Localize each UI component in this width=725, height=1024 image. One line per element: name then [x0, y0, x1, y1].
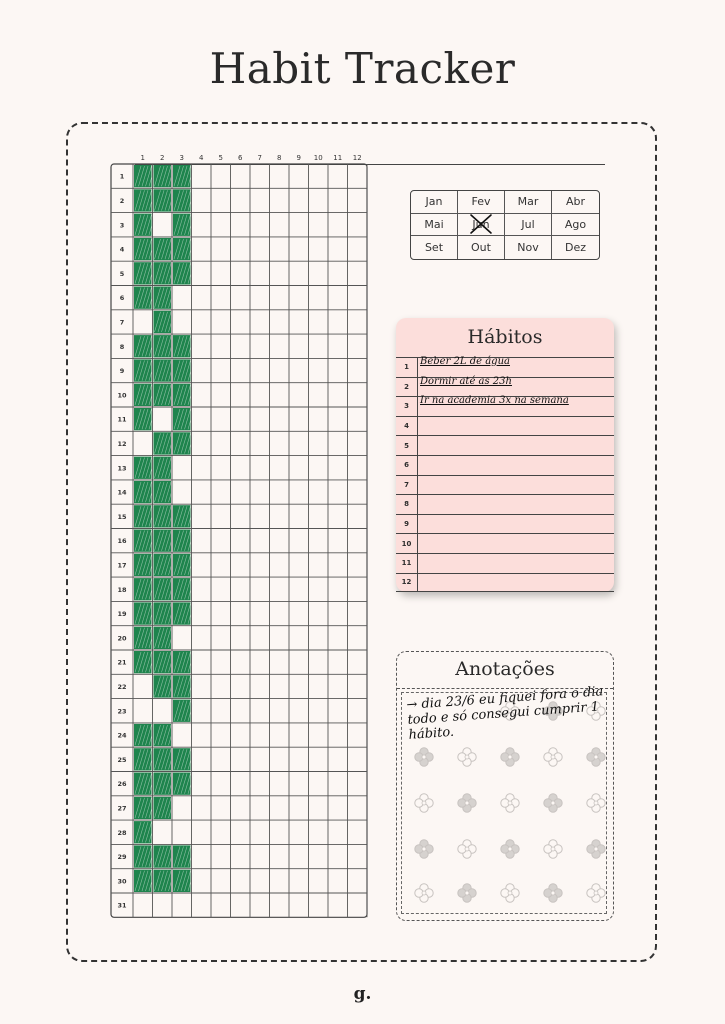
column-label: 7 — [257, 154, 262, 162]
habit-number: 7 — [396, 476, 418, 495]
habit-row[interactable] — [396, 416, 614, 436]
month-label: Mai — [424, 217, 444, 231]
notes-title: Anotações — [455, 658, 555, 680]
habit-row[interactable] — [396, 533, 614, 553]
day-label: 5 — [119, 269, 125, 278]
month-label: Ago — [564, 217, 587, 231]
check-mark[interactable] — [134, 578, 155, 600]
check-mark[interactable] — [154, 627, 175, 649]
habits-card — [396, 318, 614, 592]
brand-logo: g. — [353, 984, 372, 1004]
day-label: 24 — [117, 731, 127, 740]
habit-number: 10 — [396, 534, 418, 553]
check-mark[interactable] — [173, 238, 194, 260]
check-mark[interactable] — [134, 335, 155, 357]
check-mark[interactable] — [134, 627, 155, 649]
check-mark[interactable] — [154, 335, 175, 357]
column-label: 8 — [277, 154, 282, 162]
day-label: 6 — [119, 294, 125, 303]
check-mark[interactable] — [173, 870, 194, 892]
check-mark[interactable] — [134, 773, 155, 795]
day-label: 9 — [119, 367, 125, 376]
check-mark[interactable] — [154, 602, 175, 624]
habit-row[interactable] — [396, 455, 614, 475]
habit-number: 4 — [396, 417, 418, 436]
column-label: 5 — [218, 154, 223, 162]
page-title: Habit Tracker — [209, 44, 516, 93]
check-mark[interactable] — [134, 287, 155, 309]
month-label: Jun — [472, 217, 490, 231]
month-fev[interactable] — [458, 191, 505, 214]
habit-row[interactable] — [396, 435, 614, 455]
day-label: 15 — [117, 512, 127, 521]
check-mark[interactable] — [173, 602, 194, 624]
check-mark[interactable] — [154, 505, 175, 527]
check-mark[interactable] — [173, 700, 194, 722]
check-mark[interactable] — [173, 408, 194, 430]
check-mark[interactable] — [173, 845, 194, 867]
day-label: 22 — [117, 682, 127, 691]
flower-icon — [501, 884, 519, 902]
flower-icon — [544, 748, 562, 766]
column-label: 10 — [313, 154, 323, 162]
habit-number: 8 — [396, 495, 418, 514]
check-mark[interactable] — [154, 287, 175, 309]
check-mark[interactable] — [134, 797, 155, 819]
check-mark[interactable] — [173, 554, 194, 576]
cross-mark-icon — [468, 213, 494, 235]
check-mark[interactable] — [173, 505, 194, 527]
check-mark[interactable] — [173, 530, 194, 552]
flower-icon — [501, 840, 519, 858]
check-mark[interactable] — [134, 384, 155, 406]
check-mark[interactable] — [173, 335, 194, 357]
day-label: 1 — [119, 172, 125, 181]
habit-text: Beber 2L de água — [420, 356, 510, 367]
day-label: 12 — [117, 439, 127, 448]
check-mark[interactable] — [154, 359, 175, 381]
month-label: Jan — [425, 195, 443, 209]
check-mark[interactable] — [154, 457, 175, 479]
day-label: 26 — [117, 780, 127, 789]
check-mark[interactable] — [154, 578, 175, 600]
habit-row[interactable] — [396, 396, 614, 416]
habits-title: Hábitos — [467, 326, 543, 348]
month-nov[interactable] — [505, 236, 552, 259]
flower-icon — [458, 884, 476, 902]
day-label: 7 — [119, 318, 125, 327]
check-mark[interactable] — [134, 359, 155, 381]
check-mark[interactable] — [154, 432, 175, 454]
month-label: Dez — [564, 241, 586, 255]
check-mark[interactable] — [134, 262, 155, 284]
check-mark[interactable] — [134, 845, 155, 867]
day-label: 3 — [119, 221, 125, 230]
check-mark[interactable] — [134, 821, 155, 843]
habit-row[interactable] — [396, 377, 614, 397]
check-mark[interactable] — [134, 481, 155, 503]
habit-number: 1 — [396, 358, 418, 377]
flower-icon — [415, 748, 433, 766]
check-mark[interactable] — [134, 238, 155, 260]
column-label: 3 — [179, 154, 184, 162]
note-text: → dia 23/6 eu fiquei fora o dia todo e só consegui cumprir 1 hábito. — [406, 684, 604, 743]
check-mark[interactable] — [154, 554, 175, 576]
column-label: 6 — [238, 154, 243, 162]
month-label: Out — [471, 241, 491, 255]
day-label: 13 — [117, 464, 127, 473]
day-label: 27 — [117, 804, 127, 813]
check-mark[interactable] — [173, 748, 194, 770]
habit-row[interactable] — [396, 514, 614, 534]
check-mark[interactable] — [173, 214, 194, 236]
day-label: 20 — [117, 634, 127, 643]
month-mar[interactable] — [505, 191, 552, 214]
month-abr[interactable] — [552, 191, 599, 214]
day-label: 4 — [119, 245, 125, 254]
habit-row[interactable] — [396, 357, 614, 377]
day-label: 23 — [117, 707, 127, 716]
check-mark[interactable] — [154, 530, 175, 552]
month-jan[interactable] — [411, 191, 458, 214]
day-label: 21 — [117, 658, 127, 667]
column-label: 2 — [160, 154, 165, 162]
check-mark[interactable] — [134, 748, 155, 770]
check-mark[interactable] — [173, 578, 194, 600]
check-mark[interactable] — [134, 724, 155, 746]
flower-icon — [544, 884, 562, 902]
month-label: Jul — [521, 217, 535, 231]
flower-icon — [587, 794, 605, 812]
check-mark[interactable] — [173, 262, 194, 284]
month-jul[interactable] — [505, 214, 552, 237]
month-mai[interactable] — [411, 214, 458, 237]
check-mark[interactable] — [154, 384, 175, 406]
column-label: 9 — [296, 154, 301, 162]
flower-icon — [544, 840, 562, 858]
habit-number: 3 — [396, 397, 418, 416]
habit-row[interactable] — [396, 553, 614, 573]
check-mark[interactable] — [154, 651, 175, 673]
flower-icon — [415, 884, 433, 902]
month-jun[interactable] — [458, 214, 505, 237]
day-label: 11 — [117, 415, 127, 424]
habit-row[interactable] — [396, 573, 614, 593]
habit-text: Dormir até as 23h — [420, 375, 512, 387]
month-ago[interactable] — [552, 214, 599, 237]
check-mark[interactable] — [154, 481, 175, 503]
flower-icon — [458, 840, 476, 858]
day-label: 28 — [117, 828, 127, 837]
flower-icon — [458, 794, 476, 812]
check-mark[interactable] — [173, 165, 194, 187]
check-mark[interactable] — [154, 189, 175, 211]
check-mark[interactable] — [173, 384, 194, 406]
day-label: 17 — [117, 561, 127, 570]
check-mark[interactable] — [134, 870, 155, 892]
month-label: Mar — [517, 195, 539, 209]
habit-number: 6 — [396, 456, 418, 475]
day-label: 31 — [117, 901, 127, 910]
check-mark[interactable] — [134, 554, 155, 576]
check-mark[interactable] — [173, 432, 194, 454]
habit-number: 11 — [396, 554, 418, 573]
flower-icon — [458, 748, 476, 766]
day-label: 14 — [117, 488, 127, 497]
check-mark[interactable] — [154, 845, 175, 867]
column-label: 1 — [140, 154, 145, 162]
habit-number: 12 — [396, 574, 418, 592]
check-mark[interactable] — [134, 408, 155, 430]
check-mark[interactable] — [173, 651, 194, 673]
habit-number: 2 — [396, 378, 418, 397]
flower-icon — [415, 794, 433, 812]
check-mark[interactable] — [154, 773, 175, 795]
month-out[interactable] — [458, 236, 505, 259]
column-label: 12 — [352, 154, 362, 162]
flower-icon — [501, 748, 519, 766]
check-mark[interactable] — [154, 675, 175, 697]
flower-icon — [415, 840, 433, 858]
check-mark[interactable] — [154, 238, 175, 260]
check-mark[interactable] — [154, 797, 175, 819]
check-mark[interactable] — [154, 748, 175, 770]
habit-number: 9 — [396, 515, 418, 534]
check-mark[interactable] — [134, 165, 155, 187]
flower-icon — [587, 840, 605, 858]
flower-icon — [587, 748, 605, 766]
day-label: 25 — [117, 755, 127, 764]
check-mark[interactable] — [173, 773, 194, 795]
flower-icon — [587, 884, 605, 902]
check-mark[interactable] — [134, 457, 155, 479]
day-label: 2 — [119, 196, 125, 205]
habit-row[interactable] — [396, 494, 614, 514]
day-label: 19 — [117, 610, 127, 619]
check-mark[interactable] — [154, 262, 175, 284]
column-label: 4 — [199, 154, 204, 162]
day-label: 30 — [117, 877, 127, 886]
day-label: 10 — [117, 391, 127, 400]
check-mark[interactable] — [134, 530, 155, 552]
check-mark[interactable] — [173, 359, 194, 381]
month-dez[interactable] — [552, 236, 599, 259]
habit-row[interactable] — [396, 475, 614, 495]
check-mark[interactable] — [134, 602, 155, 624]
check-mark[interactable] — [154, 165, 175, 187]
day-label: 16 — [117, 537, 127, 546]
column-label: 11 — [333, 154, 343, 162]
month-label: Fev — [471, 195, 491, 209]
habit-text: Ir na academia 3x na semana — [420, 395, 569, 407]
check-mark[interactable] — [134, 651, 155, 673]
month-label: Set — [424, 241, 444, 255]
check-mark[interactable] — [134, 214, 155, 236]
habits-list — [396, 357, 614, 592]
check-mark[interactable] — [173, 675, 194, 697]
check-mark[interactable] — [134, 505, 155, 527]
check-mark[interactable] — [173, 189, 194, 211]
check-mark[interactable] — [154, 724, 175, 746]
check-mark[interactable] — [134, 189, 155, 211]
months-grid — [410, 190, 600, 260]
check-mark[interactable] — [154, 311, 175, 333]
flower-icon — [501, 794, 519, 812]
day-label: 29 — [117, 853, 127, 862]
month-label: Abr — [565, 195, 586, 209]
flower-icon — [544, 794, 562, 812]
day-label: 18 — [117, 585, 127, 594]
day-label: 8 — [119, 342, 125, 351]
month-set[interactable] — [411, 236, 458, 259]
month-label: Nov — [517, 241, 539, 255]
check-mark[interactable] — [154, 870, 175, 892]
habit-number: 5 — [396, 436, 418, 455]
